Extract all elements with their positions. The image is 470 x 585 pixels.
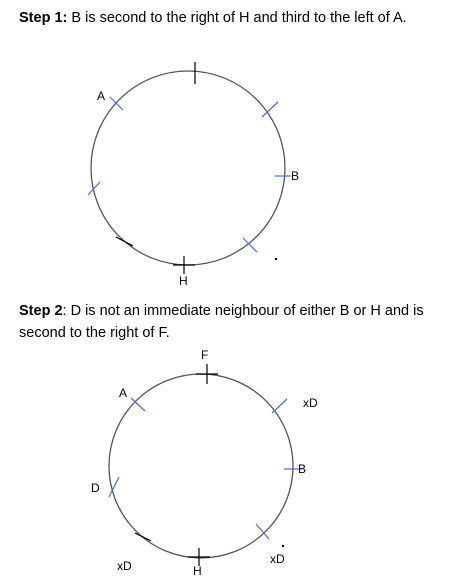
seat-label-H: H (193, 564, 202, 578)
seat-tick-upper-right (272, 399, 287, 413)
seat-label-B: B (298, 462, 307, 476)
stray-dot (282, 545, 284, 547)
step1-body: B is second to the right of H and third to the left of A. (67, 10, 407, 26)
seat-label-xD-right: xD (303, 396, 318, 410)
step2-label: Step 2 (19, 303, 63, 319)
seat-label-xD-bottom-right: xD (270, 552, 285, 566)
seat-label-xD-bottom-left: xD (117, 559, 132, 573)
seat-label-D: D (91, 481, 100, 495)
step2-body: : D is not an immediate neighbour of either B or H and is second to the right of F. (19, 303, 424, 341)
step1-label: Step 1: (19, 10, 68, 26)
seat-tick-lower-right (243, 238, 257, 252)
seat-label-A: A (119, 386, 128, 400)
seat-tick-lower-right (256, 524, 269, 539)
seat-tick-lower-left (116, 237, 133, 246)
seat-label-A: A (97, 89, 106, 103)
seat-label-H: H (179, 274, 188, 288)
stray-dot (275, 258, 277, 260)
circle-table (109, 374, 293, 558)
seat-tick-lower-left (135, 533, 151, 541)
seat-tick-upper-right (262, 102, 278, 117)
step1-statement (19, 7, 464, 29)
circle-table (91, 71, 285, 265)
seating-circle-step1 (0, 60, 470, 300)
seat-label-F: F (201, 348, 209, 362)
step2-statement (19, 300, 464, 344)
seating-circle-step2 (0, 340, 470, 585)
seat-label-B: B (291, 169, 300, 183)
